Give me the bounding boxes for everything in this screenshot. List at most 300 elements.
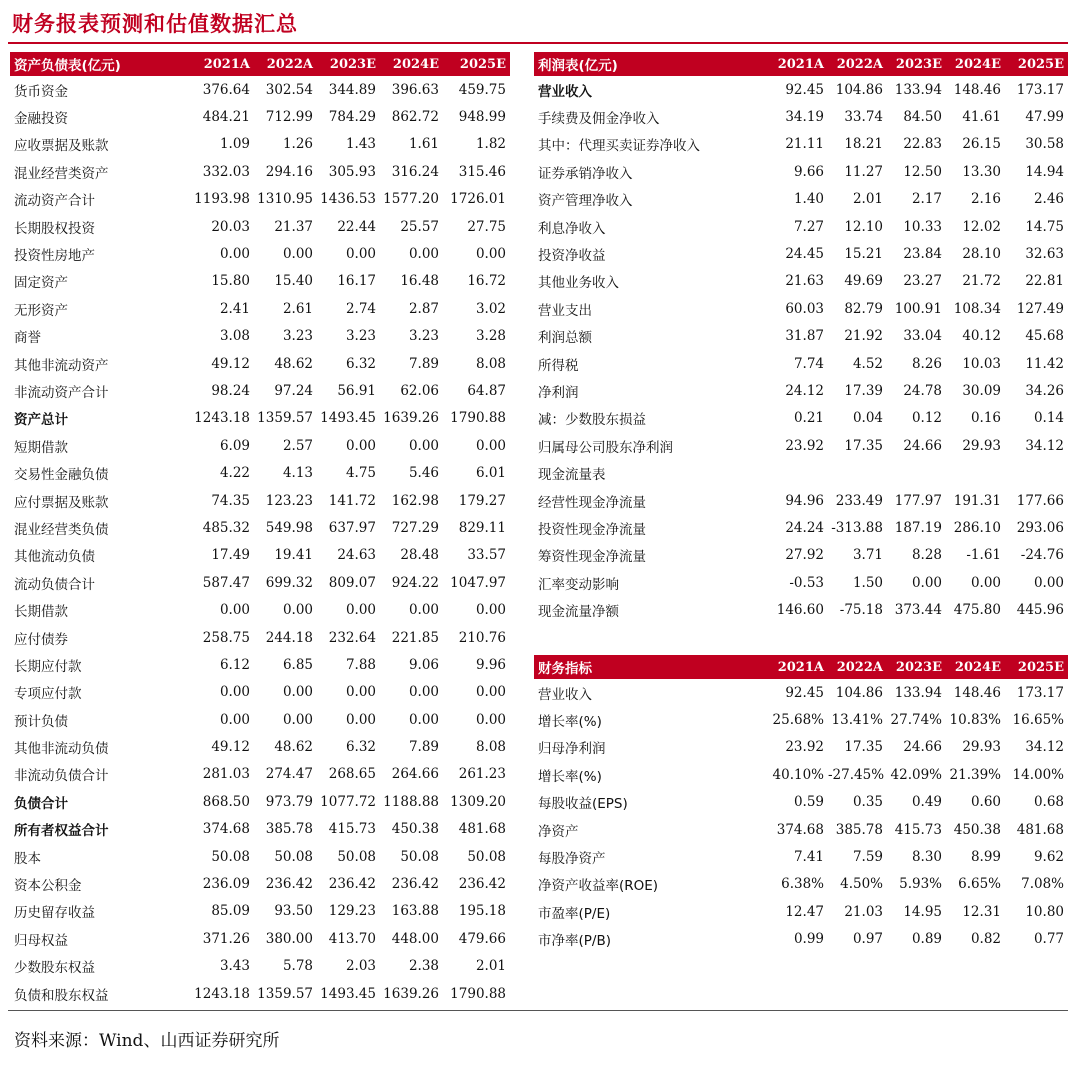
table-row — [534, 295, 1068, 322]
cell-value: 50.08 — [337, 848, 376, 865]
cell-value: -0.53 — [789, 574, 824, 591]
cell-value: 17.35 — [844, 437, 883, 454]
cell-value: 93.50 — [274, 903, 313, 920]
row-label: 其他业务收入 — [538, 275, 619, 292]
cell-value: 97.24 — [274, 382, 313, 399]
row-label: 投资性房地产 — [14, 248, 95, 265]
row-label: 流动负债合计 — [14, 576, 95, 593]
cell-value: 82.79 — [844, 300, 883, 317]
cell-value: 8.08 — [475, 355, 506, 372]
cell-value: 34.12 — [1025, 437, 1064, 454]
cell-value: 21.63 — [785, 273, 824, 290]
cell-value: 258.75 — [202, 629, 250, 646]
cell-value: 371.26 — [202, 930, 250, 947]
table-row — [534, 926, 1068, 953]
cell-value: 3.43 — [219, 958, 250, 975]
table-header-title: 财务指标 — [534, 655, 766, 679]
row-label: 负债和股东权益 — [14, 987, 109, 1004]
cell-value: 0.00 — [475, 684, 506, 701]
cell-value: 4.22 — [219, 465, 250, 482]
cell-value: 32.63 — [1025, 246, 1064, 263]
cell-value: 187.19 — [894, 519, 942, 536]
table-row — [534, 268, 1068, 295]
row-label: 汇率变动影响 — [538, 576, 619, 593]
row-label: 经营性现金净流量 — [538, 494, 646, 511]
cell-value: 1790.88 — [450, 985, 506, 1002]
cell-value: 7.88 — [345, 656, 376, 673]
cell-value: 281.03 — [202, 766, 250, 783]
row-label: 所得税 — [538, 357, 579, 374]
cell-value: 18.21 — [844, 136, 883, 153]
cell-value: 6.85 — [282, 656, 313, 673]
table-row — [10, 514, 510, 541]
cell-value: 1639.26 — [383, 410, 439, 427]
cell-value: 28.48 — [400, 547, 439, 564]
cell-value: 45.68 — [1025, 328, 1064, 345]
table-row — [534, 514, 1068, 541]
row-label: 固定资产 — [14, 275, 68, 292]
cell-value: 448.00 — [391, 930, 439, 947]
cell-value: 17.49 — [211, 547, 250, 564]
cell-value: 74.35 — [211, 492, 250, 509]
cell-value: -24.76 — [1020, 547, 1064, 564]
cell-value: 1436.53 — [320, 191, 376, 208]
cell-value: 50.08 — [467, 848, 506, 865]
cell-value: 1359.57 — [257, 985, 313, 1002]
cell-value: 415.73 — [328, 821, 376, 838]
cell-value: 13.41% — [831, 712, 883, 729]
row-label: 利润总额 — [538, 330, 592, 347]
cell-value: 0.68 — [1033, 794, 1064, 811]
table-row — [534, 323, 1068, 350]
cell-value: 29.93 — [962, 437, 1001, 454]
row-label: 其他非流动负债 — [14, 741, 109, 758]
row-label: 净资产收益率(ROE) — [538, 878, 659, 895]
cell-value: 0.97 — [852, 931, 883, 948]
cell-value: 48.62 — [274, 739, 313, 756]
cell-value: 92.45 — [785, 684, 824, 701]
cell-value: 15.80 — [211, 273, 250, 290]
cell-value: 21.37 — [274, 218, 313, 235]
table-row — [10, 213, 510, 240]
row-label: 增长率(%) — [538, 714, 602, 731]
cell-value: 484.21 — [202, 109, 250, 126]
cell-value: 34.19 — [785, 109, 824, 126]
cell-value: 47.99 — [1025, 109, 1064, 126]
cell-value: 7.89 — [408, 739, 439, 756]
table-header-year: 2021A — [766, 52, 828, 76]
cell-value: 14.95 — [903, 903, 942, 920]
table-row — [10, 432, 510, 459]
table-row — [534, 569, 1068, 596]
footer-divider — [8, 1010, 1068, 1011]
cell-value: 40.10% — [772, 766, 824, 783]
cell-value: 3.71 — [852, 547, 883, 564]
cell-value: 22.44 — [337, 218, 376, 235]
cell-value: 12.31 — [962, 903, 1001, 920]
cell-value: 133.94 — [894, 684, 942, 701]
cell-value: 33.57 — [467, 547, 506, 564]
row-label: 其他非流动资产 — [14, 357, 109, 374]
cell-value: 0.00 — [282, 602, 313, 619]
cell-value: 0.00 — [219, 684, 250, 701]
cell-value: 0.12 — [911, 410, 942, 427]
cell-value: 104.86 — [835, 684, 883, 701]
cell-value: 385.78 — [265, 821, 313, 838]
cell-value: 2.74 — [345, 300, 376, 317]
cell-value: 302.54 — [265, 81, 313, 98]
table-row — [10, 651, 510, 678]
cell-value: 0.59 — [793, 794, 824, 811]
table-row — [10, 131, 510, 158]
cell-value: 221.85 — [391, 629, 439, 646]
cell-value: 41.61 — [962, 109, 1001, 126]
table-header-year: 2025E — [1005, 52, 1068, 76]
cell-value: 1790.88 — [450, 410, 506, 427]
cell-value: 1047.97 — [450, 574, 506, 591]
table-row — [10, 870, 510, 897]
cell-value: 0.00 — [970, 574, 1001, 591]
table-row — [534, 76, 1068, 103]
row-label: 应付债券 — [14, 631, 68, 648]
cell-value: 49.12 — [211, 739, 250, 756]
cell-value: 14.00% — [1012, 766, 1064, 783]
cell-value: 92.45 — [785, 81, 824, 98]
row-label: 非流动资产合计 — [14, 384, 109, 401]
table-row — [10, 295, 510, 322]
row-label: 营业收入 — [538, 83, 592, 100]
cell-value: 24.78 — [903, 382, 942, 399]
row-label: 增长率(%) — [538, 768, 602, 785]
cell-value: 6.38% — [781, 876, 824, 893]
cell-value — [828, 459, 887, 486]
cell-value: 0.00 — [408, 437, 439, 454]
cell-value: 31.87 — [785, 328, 824, 345]
cell-value: 4.75 — [345, 465, 376, 482]
cell-value: 64.87 — [467, 382, 506, 399]
cell-value: 1577.20 — [383, 191, 439, 208]
table-row — [534, 350, 1068, 377]
cell-value: 13.30 — [962, 163, 1001, 180]
cell-value: 0.00 — [475, 602, 506, 619]
cell-value: 22.83 — [903, 136, 942, 153]
table-header-title: 资产负债表(亿元) — [10, 52, 186, 76]
cell-value: 16.72 — [467, 273, 506, 290]
cell-value: 49.12 — [211, 355, 250, 372]
row-label: 混业经营类负债 — [14, 521, 109, 538]
cell-value: 1243.18 — [194, 410, 250, 427]
cell-value: 862.72 — [391, 109, 439, 126]
cell-value: 30.09 — [962, 382, 1001, 399]
table-row — [10, 240, 510, 267]
balance-sheet-table — [10, 52, 510, 1007]
table-row — [10, 596, 510, 623]
row-label: 股本 — [14, 850, 41, 867]
cell-value: 127.49 — [1016, 300, 1064, 317]
cell-value: 2.01 — [475, 958, 506, 975]
cell-value: 10.80 — [1025, 903, 1064, 920]
cell-value: 148.46 — [953, 81, 1001, 98]
cell-value: 85.09 — [211, 903, 250, 920]
cell-value: 2.16 — [970, 191, 1001, 208]
table-header-year: 2023E — [317, 52, 380, 76]
cell-value: 1493.45 — [320, 985, 376, 1002]
row-label: 所有者权益合计 — [14, 823, 109, 840]
cell-value: 179.27 — [458, 492, 506, 509]
cell-value: 9.06 — [408, 656, 439, 673]
cell-value: 4.52 — [852, 355, 883, 372]
cell-value: 10.83% — [949, 712, 1001, 729]
cell-value: 14.94 — [1025, 163, 1064, 180]
cell-value: 29.93 — [962, 739, 1001, 756]
cell-value: 62.06 — [400, 382, 439, 399]
cell-value: 0.89 — [911, 931, 942, 948]
cell-value: 21.92 — [844, 328, 883, 345]
cell-value: 2.01 — [852, 191, 883, 208]
cell-value: 380.00 — [265, 930, 313, 947]
table-row — [534, 789, 1068, 816]
row-label: 归母净利润 — [538, 741, 606, 758]
table-row — [10, 733, 510, 760]
cell-value: 1493.45 — [320, 410, 376, 427]
cell-value: 5.78 — [282, 958, 313, 975]
cell-value: 0.00 — [282, 684, 313, 701]
cell-value: 6.09 — [219, 437, 250, 454]
cell-value: 0.99 — [793, 931, 824, 948]
table-header-row — [10, 52, 510, 76]
row-label: 其他流动负债 — [14, 549, 95, 566]
table-row — [10, 268, 510, 295]
cell-value: 26.15 — [962, 136, 1001, 153]
table-row — [10, 706, 510, 733]
row-label: 减：少数股东损益 — [538, 412, 646, 429]
cell-value: 0.60 — [970, 794, 1001, 811]
cell-value — [946, 459, 1005, 486]
cell-value: 6.12 — [219, 656, 250, 673]
cell-value: 315.46 — [458, 163, 506, 180]
table-row — [10, 350, 510, 377]
row-label: 货币资金 — [14, 83, 68, 100]
cell-value: 450.38 — [391, 821, 439, 838]
row-label: 应付票据及账款 — [14, 494, 109, 511]
cell-value: 0.35 — [852, 794, 883, 811]
cell-value: 7.41 — [793, 849, 824, 866]
cell-value: 129.23 — [328, 903, 376, 920]
cell-value: 450.38 — [953, 821, 1001, 838]
cell-value: 17.35 — [844, 739, 883, 756]
cell-value: 1.40 — [793, 191, 824, 208]
cell-value: 5.46 — [408, 465, 439, 482]
cell-value: 50.08 — [211, 848, 250, 865]
cell-value: 8.99 — [970, 849, 1001, 866]
table-row — [534, 213, 1068, 240]
cell-value: 0.82 — [970, 931, 1001, 948]
table-row — [534, 706, 1068, 733]
cell-value: 1310.95 — [257, 191, 313, 208]
cell-value: 268.65 — [328, 766, 376, 783]
table-row — [10, 980, 510, 1007]
cell-value: 7.59 — [852, 849, 883, 866]
cell-value: 25.68% — [772, 712, 824, 729]
cell-value: 21.03 — [844, 903, 883, 920]
cell-value — [1005, 459, 1068, 486]
cell-value: 33.74 — [844, 109, 883, 126]
cell-value: 0.00 — [345, 684, 376, 701]
cell-value: 9.66 — [793, 163, 824, 180]
cell-value: 637.97 — [328, 519, 376, 536]
cell-value: 376.64 — [202, 81, 250, 98]
cell-value: 413.70 — [328, 930, 376, 947]
cell-value: 133.94 — [894, 81, 942, 98]
table-row — [534, 816, 1068, 843]
row-label: 负债合计 — [14, 795, 68, 812]
table-header-year: 2024E — [380, 52, 443, 76]
cell-value: 12.47 — [785, 903, 824, 920]
cell-value: -313.88 — [831, 519, 883, 536]
cell-value: 0.00 — [282, 246, 313, 263]
table-row — [534, 459, 1068, 486]
cell-value: 2.61 — [282, 300, 313, 317]
table-header-year: 2022A — [254, 52, 317, 76]
row-label: 每股净资产 — [538, 851, 606, 868]
cell-value: 236.42 — [391, 876, 439, 893]
cell-value: 12.10 — [844, 218, 883, 235]
cell-value: 1.50 — [852, 574, 883, 591]
row-label: 专项应付款 — [14, 686, 82, 703]
cell-value: 50.08 — [400, 848, 439, 865]
cell-value: 261.23 — [458, 766, 506, 783]
cell-value: 163.88 — [391, 903, 439, 920]
cell-value: 373.44 — [894, 602, 942, 619]
cell-value: 3.23 — [345, 328, 376, 345]
table-header-year: 2021A — [186, 52, 254, 76]
row-label: 应收票据及账款 — [14, 138, 109, 155]
table-row — [534, 542, 1068, 569]
cell-value: 948.99 — [458, 109, 506, 126]
cell-value: 28.10 — [962, 246, 1001, 263]
cell-value: 7.08% — [1021, 876, 1064, 893]
row-label: 资本公积金 — [14, 878, 82, 895]
table-header-year: 2025E — [443, 52, 510, 76]
cell-value: 7.74 — [793, 355, 824, 372]
cell-value: 0.00 — [911, 574, 942, 591]
table-row — [10, 624, 510, 651]
row-label: 非流动负债合计 — [14, 768, 109, 785]
cell-value: 1309.20 — [450, 793, 506, 810]
cell-value: -27.45% — [828, 766, 885, 783]
cell-value: 177.97 — [894, 492, 942, 509]
table-row — [534, 158, 1068, 185]
cell-value: 236.09 — [202, 876, 250, 893]
cell-value: 2.87 — [408, 300, 439, 317]
cell-value: 9.62 — [1033, 849, 1064, 866]
cell-value: 274.47 — [265, 766, 313, 783]
cell-value: 24.12 — [785, 382, 824, 399]
cell-value: 19.41 — [274, 547, 313, 564]
cell-value: 727.29 — [391, 519, 439, 536]
title-divider — [8, 42, 1068, 44]
cell-value: 0.04 — [852, 410, 883, 427]
cell-value: 2.57 — [282, 437, 313, 454]
cell-value: 173.17 — [1016, 684, 1064, 701]
row-label: 净利润 — [538, 384, 579, 401]
table-row — [10, 459, 510, 486]
cell-value: 16.48 — [400, 273, 439, 290]
cell-value: 344.89 — [328, 81, 376, 98]
cell-value: 0.00 — [219, 602, 250, 619]
cell-value: 1243.18 — [194, 985, 250, 1002]
cell-value: 1.09 — [219, 136, 250, 153]
cell-value: 27.74% — [890, 712, 942, 729]
cell-value: 4.50% — [840, 876, 883, 893]
row-label: 混业经营类资产 — [14, 165, 109, 182]
table-row — [10, 843, 510, 870]
cell-value: 100.91 — [894, 300, 942, 317]
table-row — [534, 103, 1068, 130]
cell-value: 0.00 — [408, 711, 439, 728]
cell-value: 11.27 — [844, 163, 883, 180]
table-row — [534, 898, 1068, 925]
cell-value: 9.96 — [475, 656, 506, 673]
cell-value: 459.75 — [458, 81, 506, 98]
cell-value: 305.93 — [328, 163, 376, 180]
cell-value: 0.21 — [793, 410, 824, 427]
cell-value: 24.66 — [903, 437, 942, 454]
row-label: 利息净收入 — [538, 220, 606, 237]
cell-value: 1359.57 — [257, 410, 313, 427]
cell-value: 973.79 — [265, 793, 313, 810]
cell-value: 316.24 — [391, 163, 439, 180]
table-row — [534, 186, 1068, 213]
cell-value: 34.12 — [1025, 739, 1064, 756]
cell-value: 1188.88 — [383, 793, 439, 810]
cell-value: 25.57 — [400, 218, 439, 235]
cell-value: 3.23 — [408, 328, 439, 345]
table-row — [10, 788, 510, 815]
row-label: 历史留存收益 — [14, 905, 95, 922]
cell-value: 232.64 — [328, 629, 376, 646]
cell-value: 11.42 — [1025, 355, 1064, 372]
table-row — [10, 569, 510, 596]
cell-value: 4.13 — [282, 465, 313, 482]
row-label: 金融投资 — [14, 111, 68, 128]
cell-value: 21.72 — [962, 273, 1001, 290]
cell-value: 1.61 — [408, 136, 439, 153]
cell-value: 0.00 — [219, 711, 250, 728]
cell-value: 8.30 — [911, 849, 942, 866]
cell-value: 0.00 — [475, 437, 506, 454]
cell-value: 294.16 — [265, 163, 313, 180]
cell-value: 374.68 — [776, 821, 824, 838]
cell-value: 6.01 — [475, 465, 506, 482]
cell-value: 3.08 — [219, 328, 250, 345]
row-label: 筹资性现金净流量 — [538, 549, 646, 566]
cell-value: 1077.72 — [320, 793, 376, 810]
cell-value: 1.43 — [345, 136, 376, 153]
row-label: 短期借款 — [14, 439, 68, 456]
cell-value: 479.66 — [458, 930, 506, 947]
cell-value: 1193.98 — [194, 191, 250, 208]
cell-value: 332.03 — [202, 163, 250, 180]
table-row — [10, 898, 510, 925]
row-label: 无形资产 — [14, 302, 68, 319]
table-row — [534, 761, 1068, 788]
row-label: 长期应付款 — [14, 658, 82, 675]
row-label: 手续费及佣金净收入 — [538, 111, 660, 128]
cell-value: 809.07 — [328, 574, 376, 591]
table-row — [534, 487, 1068, 514]
cell-value: 712.99 — [265, 109, 313, 126]
